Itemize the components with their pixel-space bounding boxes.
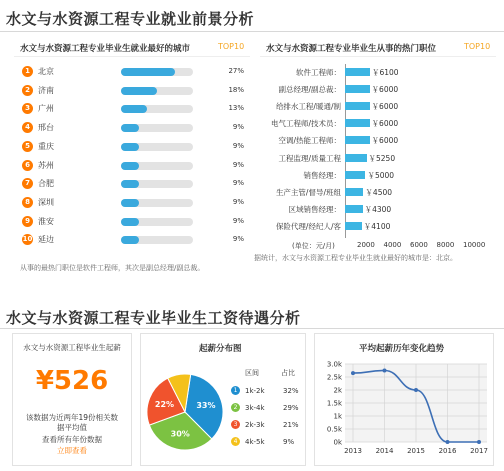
job-bar: [345, 188, 363, 196]
best-city-note: 据统计，水文与水资源工程专业毕业生就业最好的城市是：北京。: [254, 254, 457, 262]
city-name: 邢台: [38, 123, 54, 133]
legend-pct: 29%: [283, 404, 299, 412]
city-bar-fill: [121, 124, 139, 132]
city-pct: 9%: [232, 216, 244, 225]
x-tick-label: 2017: [470, 447, 488, 455]
city-bar-fill: [121, 199, 139, 207]
rank-badge: 10: [22, 235, 33, 244]
starting-salary-label: 水文与水资源工程毕业生起薪: [23, 343, 121, 352]
legend-header-range: 区间: [245, 369, 259, 377]
job-axis-tick: 10000: [463, 241, 486, 249]
job-name: 销售经理：: [303, 170, 341, 180]
job-salary: ￥6100: [371, 68, 399, 77]
legend-range: 2k-3k: [245, 421, 265, 429]
legend-range: 1k-2k: [245, 387, 265, 395]
y-tick-label: 3.0k: [326, 360, 342, 369]
city-bar-track: [121, 180, 193, 188]
job-salary: ￥6000: [371, 102, 399, 112]
job-name: 工程监理/质量工程: [278, 153, 341, 163]
job-axis-tick: 6000: [410, 241, 428, 249]
job-name: 软件工程师：: [296, 68, 341, 77]
job-axis-tick: 4000: [383, 241, 402, 249]
view-now-link[interactable]: 立即查看: [57, 446, 87, 455]
city-pct: 27%: [228, 67, 244, 75]
pie-slice-label: 22%: [154, 399, 175, 409]
city-name: 济南: [38, 85, 54, 95]
divider: [0, 328, 504, 329]
city-bar-track: [121, 143, 193, 151]
rank-badge: 4: [22, 122, 33, 133]
legend-header-pct: 占比: [281, 369, 295, 377]
city-pct: 13%: [228, 104, 244, 113]
job-name: 给排水工程/暖通/制: [275, 102, 341, 112]
y-tick-label: 1.5k: [326, 399, 342, 408]
jobs-top10-badge: TOP10: [464, 42, 491, 51]
city-pct: 9%: [232, 141, 244, 150]
cities-top10-badge: TOP10: [218, 42, 245, 51]
city-pct: 9%: [232, 160, 244, 169]
section-title-employment: 水文与水资源工程专业就业前景分析: [6, 10, 255, 28]
job-bar: [345, 222, 362, 230]
job-name: 电气工程师/技术员：: [270, 119, 341, 129]
job-bar: [345, 68, 370, 76]
city-bar-track: [121, 68, 193, 76]
job-salary: ￥6000: [371, 85, 399, 95]
rank-badge: 1: [22, 66, 33, 77]
job-salary: ￥4300: [364, 204, 392, 214]
salary-distribution-panel: [140, 333, 306, 466]
cities-panel-divider: [14, 56, 250, 57]
rank-badge: 7: [22, 178, 33, 189]
city-bar-track: [121, 199, 193, 207]
rank-badge: 8: [22, 197, 33, 208]
job-bar: [345, 171, 365, 179]
city-bar-fill: [121, 218, 139, 226]
job-axis-tick: 2000: [357, 241, 375, 249]
y-tick-label: 1k: [333, 412, 342, 421]
y-tick-label: 0k: [333, 438, 342, 447]
rank-badge: 2: [22, 85, 33, 96]
trend-point: [477, 440, 481, 444]
x-tick-label: 2013: [344, 447, 362, 455]
job-name: 生产主管/督导/班组: [275, 187, 341, 197]
city-name: 延边: [38, 235, 54, 245]
salary-trend-chart: [315, 356, 493, 464]
city-bar-track: [121, 124, 193, 132]
legend-dot: 4: [231, 437, 240, 446]
city-bar-fill: [121, 143, 139, 151]
city-pct: 9%: [232, 197, 244, 206]
city-pct: 9%: [232, 123, 244, 132]
trend-point: [446, 440, 450, 444]
job-bar: [345, 85, 370, 93]
city-name: 苏州: [38, 160, 54, 170]
job-name: 保险代理/经纪人/客: [275, 221, 341, 231]
city-bar-track: [121, 162, 193, 170]
legend-range: 3k-4k: [245, 404, 265, 412]
legend-pct: 21%: [283, 421, 299, 429]
x-tick-label: 2016: [438, 447, 457, 455]
trend-title: 平均起薪历年变化趋势: [359, 344, 445, 354]
legend-pct: 9%: [283, 438, 295, 446]
legend-dot: 2: [231, 403, 240, 412]
job-bar: [345, 136, 370, 144]
city-bar-track: [121, 236, 193, 244]
city-name: 重庆: [38, 141, 54, 151]
legend-range: 4k-5k: [245, 438, 265, 446]
salary-trend-panel: [314, 333, 494, 466]
legend-pct: 32%: [283, 387, 299, 395]
city-bar-track: [121, 105, 193, 113]
city-pct: 18%: [228, 85, 244, 94]
job-salary: ￥6000: [371, 119, 399, 129]
rank-badge: 6: [22, 160, 33, 171]
job-salary: ￥6000: [371, 136, 399, 146]
y-tick-label: 2.5k: [326, 373, 342, 382]
salary-desc: 查看所有年份数据: [42, 435, 102, 444]
hot-job-note: 从事的最热门职位是软件工程师，其次是副总经理/副总裁。: [20, 264, 205, 272]
jobs-panel-divider: [260, 56, 496, 57]
trend-point: [414, 388, 418, 392]
city-name: 北京: [38, 67, 54, 76]
job-name: 副总经理/副总裁：: [278, 85, 341, 95]
salary-desc: 据平均值: [57, 423, 87, 432]
city-bar-fill: [121, 236, 139, 244]
city-pct: 9%: [232, 179, 244, 188]
section-title-salary: 水文与水资源工程专业毕业生工资待遇分析: [6, 309, 301, 327]
job-name: 区域销售经理：: [288, 204, 341, 214]
city-pct: 9%: [232, 235, 244, 244]
rank-badge: 3: [22, 103, 33, 114]
jobs-panel-title: 水文与水资源工程专业毕业生从事的热门职位: [266, 44, 437, 54]
city-bar-track: [121, 87, 193, 95]
city-bar-track: [121, 218, 193, 226]
job-name: 空调/热能工程师：: [278, 136, 341, 146]
cities-panel-title: 水文与水资源工程专业毕业生就业最好的城市: [20, 44, 191, 54]
city-bar-fill: [121, 105, 147, 113]
city-bar-fill: [121, 68, 175, 76]
trend-point: [351, 371, 355, 375]
city-bar-fill: [121, 180, 139, 188]
city-name: 深圳: [38, 197, 54, 207]
job-bar: [345, 119, 370, 127]
job-salary: ￥4100: [363, 221, 391, 231]
city-name: 合肥: [38, 179, 54, 189]
city-name: 广州: [38, 104, 54, 114]
rank-badge: 9: [22, 216, 33, 227]
city-bar-fill: [121, 162, 139, 170]
job-salary: ￥5250: [368, 153, 396, 163]
city-name: 淮安: [38, 216, 54, 226]
rank-badge: 5: [22, 141, 33, 152]
legend-dot: 1: [231, 386, 240, 395]
y-tick-label: 0.5k: [326, 425, 342, 434]
job-bar: [345, 205, 363, 213]
pie-slice-label: 33%: [196, 401, 216, 411]
job-salary: ￥4500: [365, 187, 393, 197]
job-axis-unit: (单位：元/月): [292, 242, 335, 250]
y-tick-label: 2k: [333, 386, 342, 395]
x-tick-label: 2014: [375, 447, 394, 455]
divider: [0, 31, 504, 32]
job-bar: [345, 102, 370, 110]
x-tick-label: 2015: [407, 447, 425, 455]
starting-salary-panel: [12, 333, 132, 466]
job-axis-tick: 8000: [436, 241, 455, 249]
pie-slice-label: 30%: [170, 429, 190, 439]
pie-title: 起薪分布图: [199, 344, 242, 354]
salary-desc: 该数据为近两年19份相关数: [25, 413, 119, 422]
legend-dot: 3: [231, 420, 240, 429]
city-bar-fill: [121, 87, 157, 95]
trend-point: [383, 369, 387, 373]
job-salary: ￥5000: [367, 170, 395, 180]
job-bar: [345, 154, 367, 162]
starting-salary-amount: ¥526: [35, 366, 109, 396]
salary-pie-chart: [145, 372, 225, 452]
